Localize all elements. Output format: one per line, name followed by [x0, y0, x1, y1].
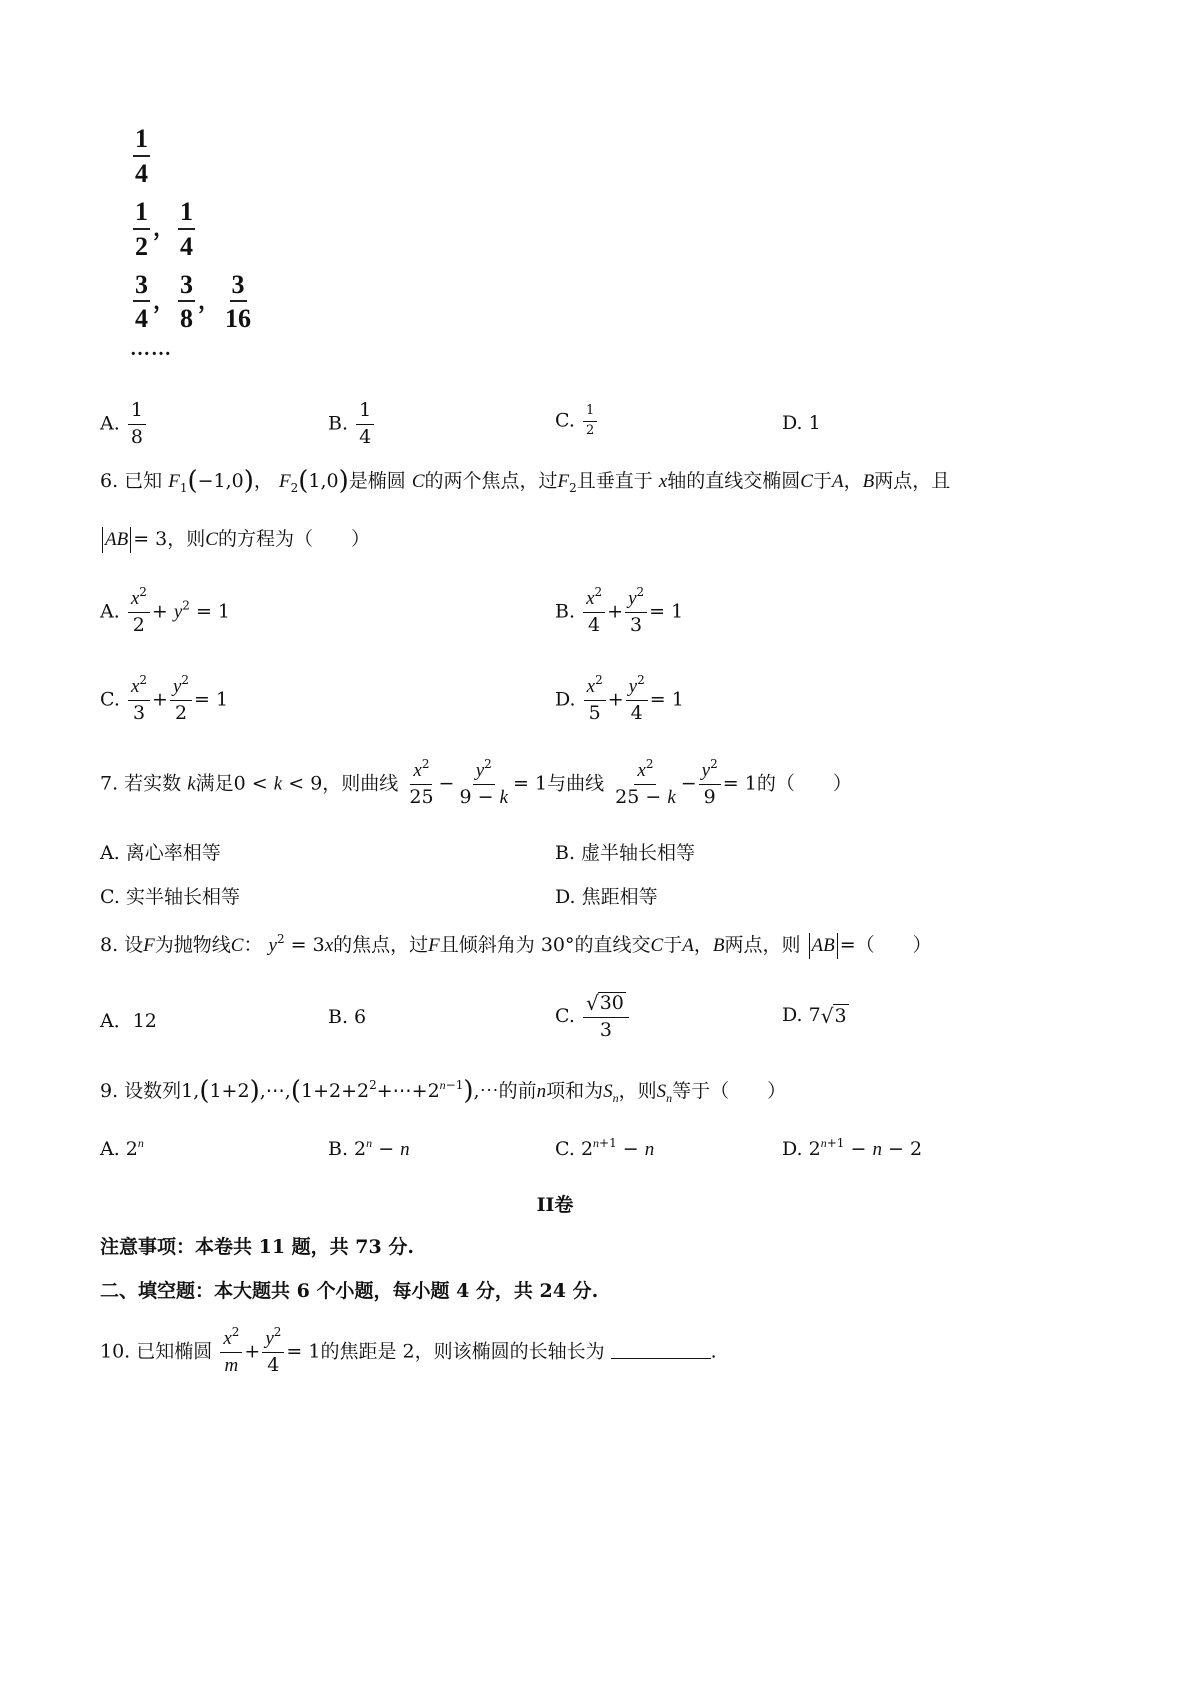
q5-option-b[interactable]: B. $\frac{1}{4}$ [328, 400, 376, 449]
fraction: $\frac{1}{4}$ [356, 400, 374, 449]
section-note: 注意事项：本卷共 11 题，共 73 分. [100, 1236, 414, 1258]
q6-stem-line1: 6. 已知 $F_1(-1,0)$， $F_2(1,0)$是椭圆 C的两个焦点，过$F_2$且垂直于 x轴的直线交椭圆C于A，B两点，且 [100, 466, 951, 496]
fraction: $\frac{3}{16}$ [225, 269, 252, 334]
fraction: $\frac{1}{8}$ [128, 400, 146, 449]
pyramid-dots: …… [130, 338, 172, 361]
q5-option-a[interactable]: A. $\frac{1}{8}$ [100, 400, 148, 449]
pyramid-row-2: $\frac{1}{2}$ ， $\frac{1}{4}$ [130, 197, 256, 262]
q9-option-b[interactable]: B. $2^n - n$ [328, 1136, 410, 1160]
fraction: $\frac{y^2}{2}$ [170, 676, 192, 725]
fraction: $\frac{1}{2}$ [135, 196, 148, 261]
fraction: $\frac{y^2}{9 - k}$ [459, 757, 508, 808]
fraction: $\frac{y^2}{4}$ [262, 1328, 284, 1377]
q7-option-a[interactable]: A. 离心率相等 [100, 842, 221, 864]
fraction: $\frac{x^2}{5}$ [584, 676, 606, 725]
fraction: $\frac{x^2}{2}$ [128, 588, 150, 637]
answer-blank[interactable] [611, 1338, 711, 1359]
q8-option-a[interactable]: A．12 [100, 1010, 157, 1032]
q6-option-a[interactable]: A. $\frac{x^2}{2}$ + $y^2 = 1$ [100, 585, 231, 636]
q7-stem: 7. 若实数 k满足0 < k < 9，则曲线 $\frac{x^2}{25}$ − $\frac{y^2}{9 - k}$ = 1与曲线 $\frac{x^2}{25 - k}$ − $\frac{y^2}{9}$ = 1的（ ） [100, 757, 852, 808]
q8-option-b[interactable]: B. 6 [328, 1006, 367, 1028]
pyramid-row-1 [130, 124, 256, 189]
q9-option-a[interactable]: A. 2$^n$ [100, 1136, 144, 1160]
q8-stem: 8. 设F为抛物线C： $y^2 = 3x$的焦点，过F且倾斜角为 30°的直线交C于A，B两点，则 AB =（ ） [100, 930, 932, 959]
q5-option-d[interactable]: D. 1 [782, 412, 821, 434]
fraction: $\frac{x^2}{25}$ [409, 757, 434, 808]
number-pyramid [130, 124, 256, 361]
fraction: $\frac{3}{4}$ [135, 269, 148, 334]
fraction: $\frac{y^2}{3}$ [625, 588, 647, 637]
q7-option-c[interactable]: C. 实半轴长相等 [100, 886, 240, 908]
q8-option-d[interactable]: D. 7 √ 3 [782, 1004, 847, 1028]
q8-option-c[interactable]: C. √ 30 3 [555, 992, 631, 1042]
fraction: $\frac{x^2}{3}$ [128, 676, 150, 725]
section-title: II卷 [536, 1194, 574, 1216]
pyramid-row-3: $\frac{3}{4}$ ， $\frac{3}{8}$ ， $\frac{3}{16}$ [130, 270, 256, 335]
fraction: $\frac{1}{4}$ [135, 124, 148, 188]
q6-option-b[interactable]: B. $\frac{x^2}{4}$ + $\frac{y^2}{3}$ = 1 [555, 585, 684, 636]
fraction: $\frac{x^2}{25 - k}$ [615, 757, 676, 808]
fraction: $\frac{x^2}{m}$ [220, 1328, 242, 1377]
q6-stem-line2: AB = 3，则C的方程为（ ） [100, 524, 370, 553]
q7-option-b[interactable]: B. 虚半轴长相等 [555, 842, 696, 864]
fraction: $\frac{1}{2}$ [583, 404, 597, 439]
q9-option-c[interactable]: C. $2^{n+1} - n$ [555, 1136, 655, 1160]
fraction: $\frac{x^2}{4}$ [583, 588, 605, 637]
q5-option-c[interactable]: C. $\frac{1}{2}$ [555, 404, 599, 439]
fraction: $\frac{y^2}{4}$ [626, 676, 648, 725]
fraction: $\frac{1}{4}$ [180, 196, 194, 261]
fraction: $\frac{y^2}{9}$ [699, 760, 721, 809]
q6-option-c[interactable]: C. $\frac{x^2}{3}$ + $\frac{y^2}{2}$ = 1 [100, 673, 229, 724]
q9-option-d[interactable]: D. $2^{n+1} - n - 2$ [782, 1136, 923, 1160]
q9-stem: 9. 设数列$1,(1+2),\cdots,(1+2+2^2+\cdots+2^{n-1}),\cdots$的前n项和为$S_n$，则$S_n$等于（ ） [100, 1076, 787, 1106]
q6-option-d[interactable]: D. $\frac{x^2}{5}$ + $\frac{y^2}{4}$ = 1 [555, 673, 684, 724]
q7-option-d[interactable]: D. 焦距相等 [555, 886, 658, 908]
fraction: $\frac{3}{8}$ [180, 269, 194, 334]
section-heading: 二、填空题：本大题共 6 个小题，每小题 4 分，共 24 分. [100, 1280, 599, 1302]
q10-stem: 10. 已知椭圆 $\frac{x^2}{m}$ + $\frac{y^2}{4}$ = 1的焦距是 2，则该椭圆的长轴长为 . [100, 1325, 717, 1376]
fraction: √ 30 3 [583, 992, 629, 1042]
